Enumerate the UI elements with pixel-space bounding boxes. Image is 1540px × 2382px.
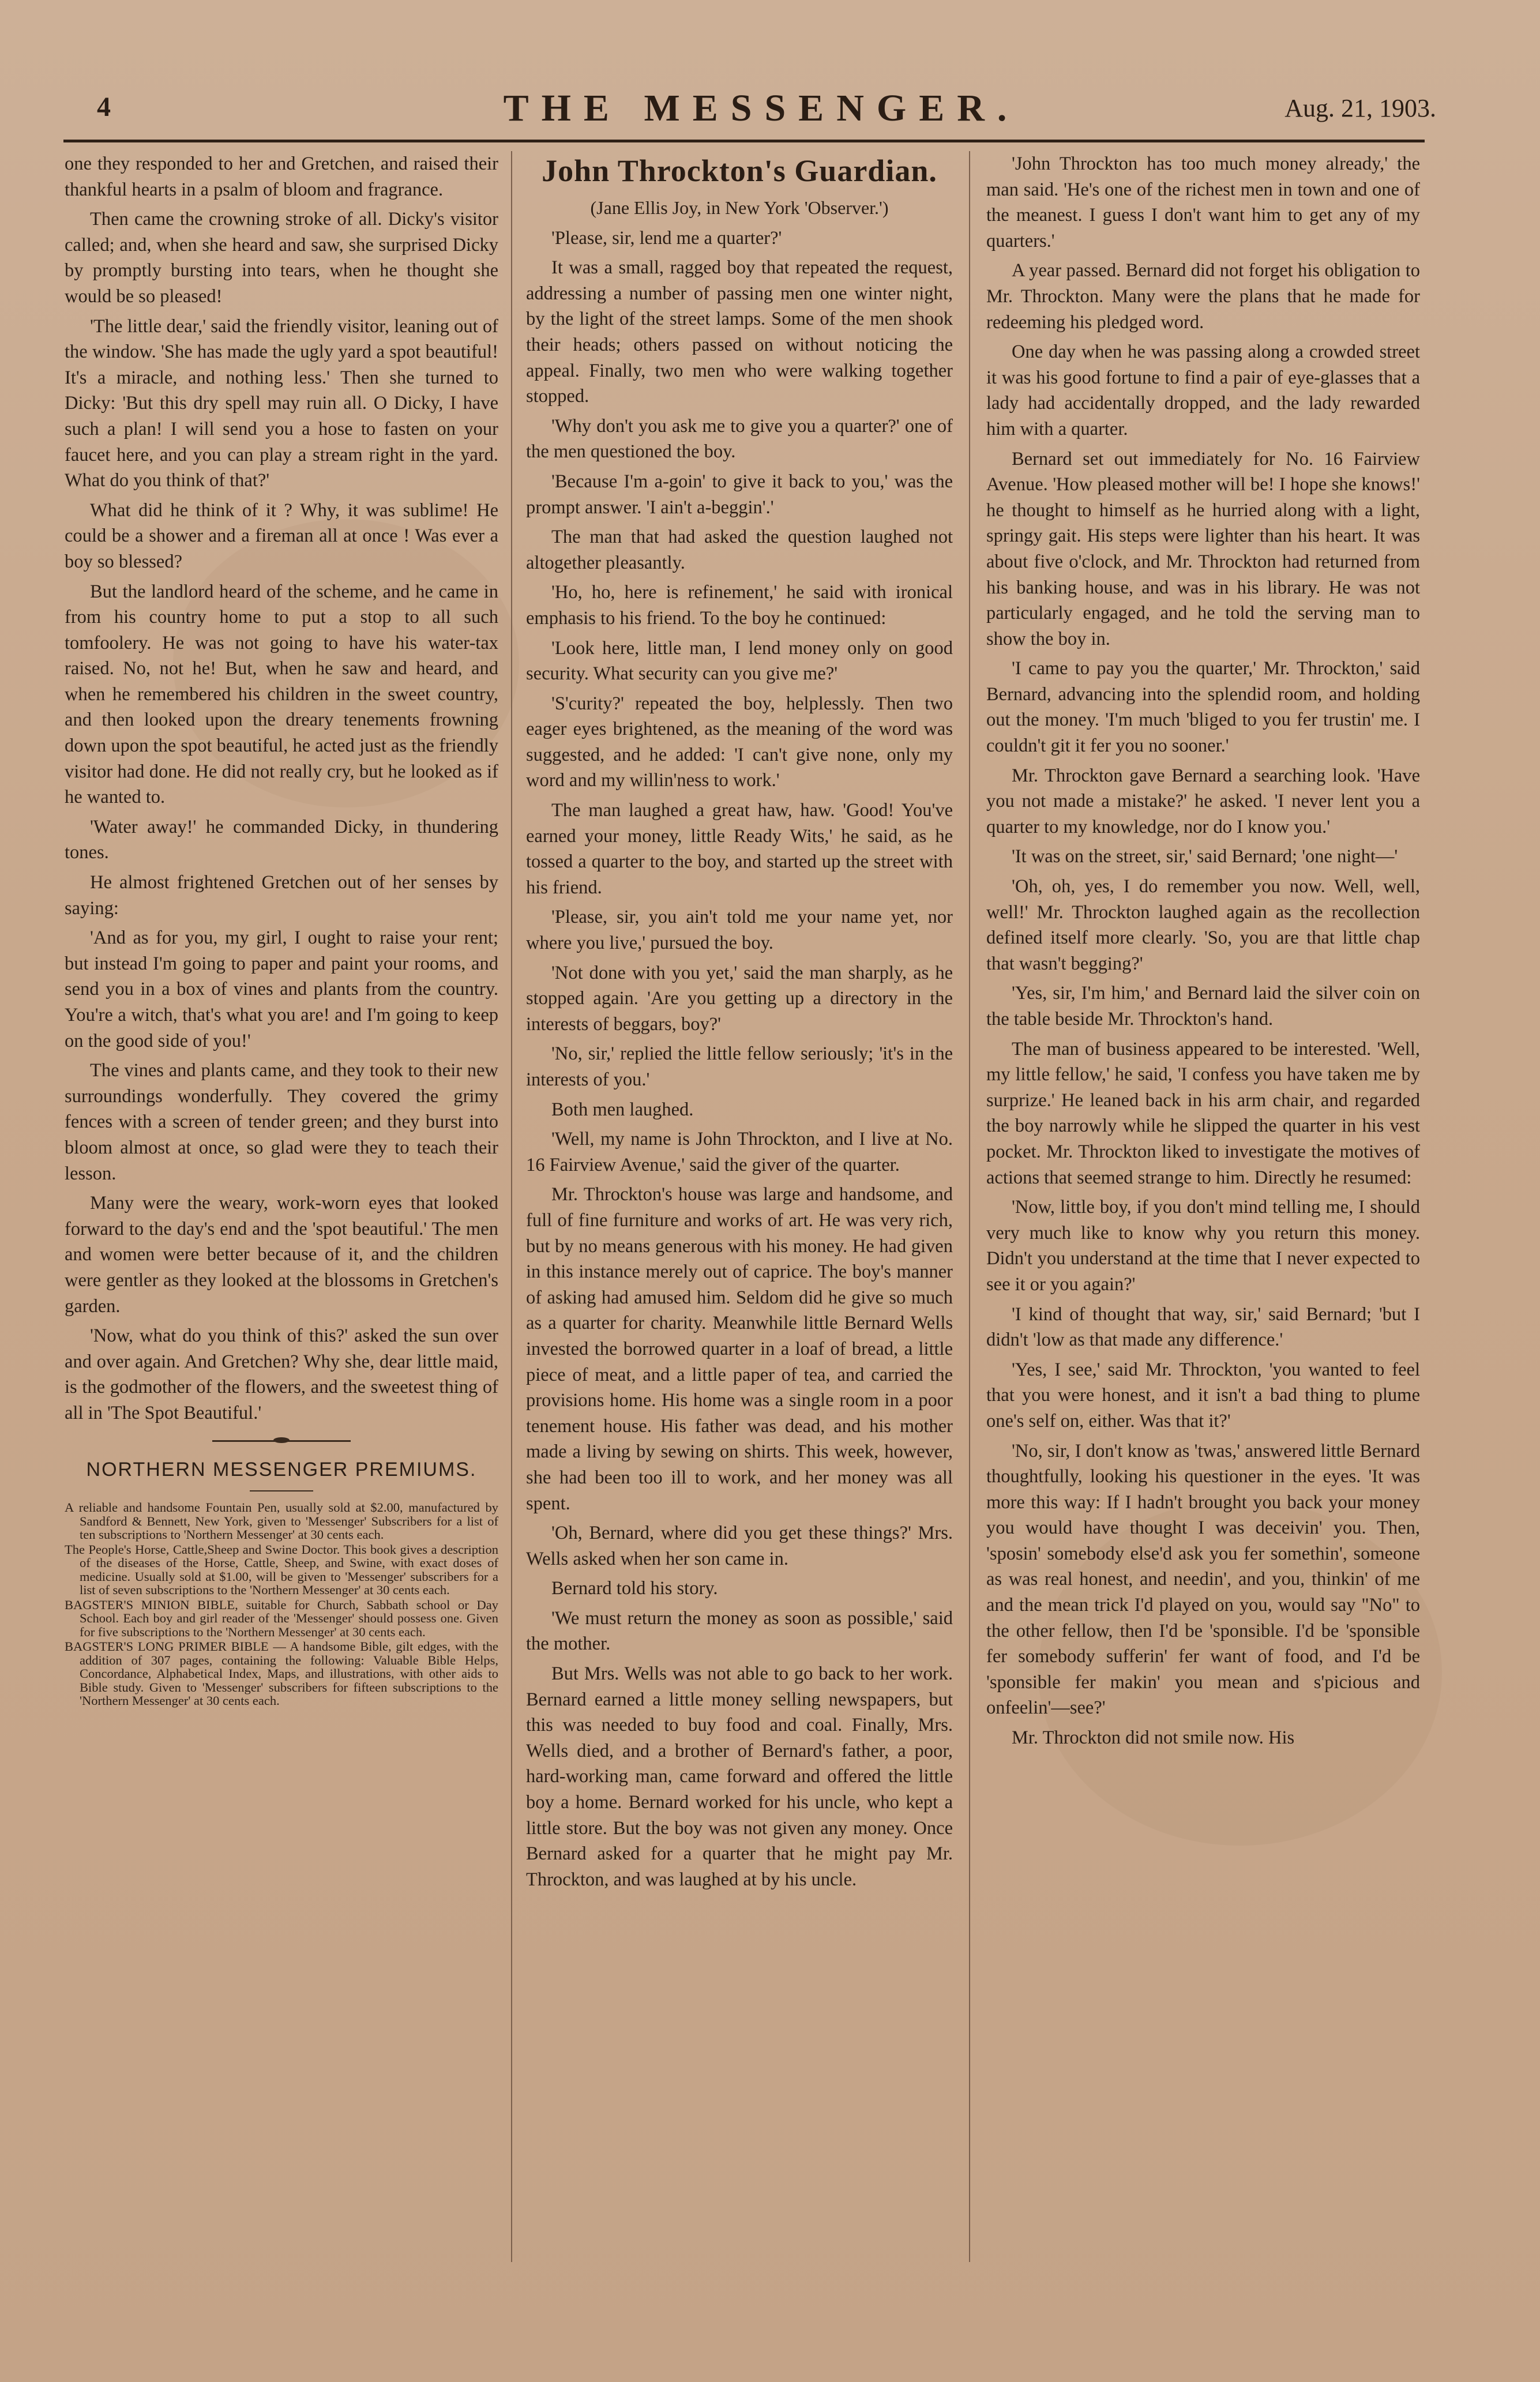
paragraph: 'Yes, I see,' said Mr. Throckton, 'you wanted to feel that you were honest, and it isn't a bad thing to plume one's self on, either. Was that it?' <box>986 1359 1420 1432</box>
paragraph: 'No, sir,' replied the little fellow seriously; 'it's in the interests of you.' <box>526 1043 953 1090</box>
paragraph: 'Yes, sir, I'm him,' and Bernard laid the silver coin on the table beside Mr. Throckton's hand. <box>986 983 1420 1030</box>
paragraph: 'Look here, little man, I lend money only on good security. What security can you give me?' <box>526 637 953 685</box>
paragraph: 'It was on the street, sir,' said Bernard; 'one night—' <box>1012 846 1398 867</box>
paragraph: 'Oh, oh, yes, I do remember you now. Well, well, well!' Mr. Throckton laughed again as the recollection defined itself more clearly. 'So, you are that little chap that wasn't begging?' <box>986 876 1420 974</box>
paragraph: One day when he was passing along a crowded street it was his good fortune to find a pair of eye-glasses that a lady had accidentally dropped, and the lady rewarded him with a quarter. <box>986 341 1420 439</box>
paragraph: 'I kind of thought that way, sir,' said Bernard; 'but I didn't 'low as that made any difference.' <box>986 1303 1420 1351</box>
paragraph: Both men laughed. <box>551 1099 694 1120</box>
paragraph: 'S'curity?' repeated the boy, helplessly. Then two eager eyes brightened, as the meaning of the word was suggested, and he added: 'I can't give none, only my word and my willin'ness to work.' <box>526 693 953 791</box>
paragraph: 'The little dear,' said the friendly visitor, leaning out of the window. 'She has made the ugly yard a spot beautiful! It's a miracle, and nothing less.' Then she turned to Dicky: 'But this dry spell may ruin all. O Dicky, I have such a plan! I will send you a hose to fasten on your faucet here, and you can play a stream right in the yard. What do you think of that?' <box>65 315 498 491</box>
masthead: THE MESSENGER. <box>503 87 1020 129</box>
page-number: 4 <box>97 92 111 122</box>
paragraph: Bernard set out immediately for No. 16 Fairview Avenue. 'How pleased mother will be! I hope she knows!' he thought to himself as he hurried along with a light, springy gait. His steps were lighter than his heart. It was about five o'clock, and Mr. Throckton had returned from his banking house, and was in his library. He was not particularly engaged, and he told the serving man to show the boy in. <box>986 448 1420 649</box>
paragraph: 'Oh, Bernard, where did you get these things?' Mrs. Wells asked when her son came in. <box>526 1523 953 1569</box>
column-divider <box>969 151 970 2262</box>
paragraph: 'Ho, ho, here is refinement,' he said with ironical emphasis to his friend. To the boy he continued: <box>526 582 953 629</box>
column-right <box>986 151 1420 2285</box>
premiums-list <box>65 1501 498 1708</box>
paragraph: Many were the weary, work-worn eyes that looked forward to the day's end and the 'spot beautiful.' The men and women were better because of it, and the children were gentler as they looked at the blossoms in Gretchen's garden. <box>65 1193 498 1317</box>
paragraph: But Mrs. Wells was not able to go back to her work. Bernard earned a little money selling newspapers, but this was needed to buy food and coal. Finally, Mrs. Wells died, and a brother of Bernard's father, a poor, hard-working man, came forward and offered the little boy a home. Bernard worked for his uncle, who kept a little store. But the boy was not given any money. Once Bernard asked for a quarter that he might pay Mr. Throckton, and was laughed at by his uncle. <box>526 1663 953 1890</box>
heading-rule <box>250 1490 313 1491</box>
paragraph: 'Because I'm a-goin' to give it back to you,' was the prompt answer. 'I ain't a-beggin'.' <box>526 471 953 518</box>
paragraph: 'Please, sir, lend me a quarter?' <box>551 227 782 249</box>
paragraph: one they responded to her and Gretchen, and raised their thankful hearts in a psalm of bloom and fragrance. <box>65 153 498 200</box>
column-middle <box>526 151 953 2285</box>
paragraph: The man laughed a great haw, haw. 'Good! You've earned your money, little Ready Wits,' he said, as he tossed a quarter to the boy, and started up the street with his friend. <box>526 800 953 898</box>
section-divider <box>212 1440 351 1442</box>
paragraph: 'No, sir, I don't know as 'twas,' answered little Bernard thoughtfully, looking his questioner in the eyes. 'It was more this way: If I hadn't brought you back your money you would have thought I was deceivin' you. Then, 'sposin' somebody else'd ask you fer somethin', someone as was real honest, and needin', and you, thinkin' of me and the mean trick I'd played on you, would say "No" to the other fellow, then I'd be 'sponsible. I'd be 'sponsible fer somebody sufferin' fer want of food, and I'd be 'sponsible fer makin' you mean and s'picious and onfeelin'—see?' <box>986 1440 1420 1719</box>
paragraph: 'Please, sir, you ain't told me your name yet, nor where you live,' pursued the boy. <box>526 907 953 954</box>
paragraph: Then came the crowning stroke of all. Dicky's visitor called; and, when she heard and saw, she surprised Dicky by promptly bursting into tears, when he thought she would be so pleased! <box>65 209 498 307</box>
paragraph: The vines and plants came, and they took to their new surroundings wonderfully. They covered the grimy fences with a screen of tender green; and they burst into bloom almost at once, so glad were they to teach their lesson. <box>65 1060 498 1184</box>
paragraph: 'We must return the money as soon as possible,' said the mother. <box>526 1607 953 1655</box>
paragraph: 'Water away!' he commanded Dicky, in thundering tones. <box>65 816 498 863</box>
paragraph: 'John Throckton has too much money already,' the man said. 'He's one of the richest men in town and one of the meanest. I guess I don't want him to get any of my quarters.' <box>986 153 1420 251</box>
paragraph: A year passed. Bernard did not forget his obligation to Mr. Throckton. Many were the plans that he made for redeeming his pledged word. <box>986 260 1420 333</box>
premium-item: BAGSTER'S LONG PRIMER BIBLE — A handsome Bible, gilt edges, with the addition of 307 pages, containing the following: Valuable Bible Helps, Concordance, Alphabetical Index, Maps, and illustrations, with other aids to Bible study. Given to 'Messenger' subscribers for fifteen subscriptions to the 'Northern Messenger' at 30 cents each. <box>65 1639 498 1708</box>
paragraph: The man that had asked the question laughed not altogether pleasantly. <box>526 527 953 573</box>
paragraph: Mr. Throckton did not smile now. His <box>1012 1727 1295 1749</box>
paragraph: Mr. Throckton gave Bernard a searching look. 'Have you not made a mistake?' he asked. 'I never lent you a quarter to my knowledge, nor do I know you.' <box>986 765 1420 837</box>
paragraph: Bernard told his story. <box>551 1578 718 1599</box>
paragraph: 'And as for you, my girl, I ought to raise your rent; but instead I'm going to paper and paint your rooms, and send you in a box of vines and plants from the country. You're a witch, that's what you are! and I'm going to keep on the good side of you!' <box>65 927 498 1051</box>
story-byline: (Jane Ellis Joy, in New York 'Observer.') <box>590 197 889 218</box>
paragraph: He almost frightened Gretchen out of her senses by saying: <box>65 872 498 919</box>
page-header <box>87 87 1436 138</box>
column-left <box>65 151 498 2285</box>
story-title: John Throckton's Guardian. <box>542 153 937 188</box>
premium-item: The People's Horse, Cattle,Sheep and Swine Doctor. This book gives a description of the diseases of the Horse, Cattle, Sheep, and Swine, with exact doses of medicine. Usually sold at $1.00, will be given to 'Messenger' subscribers for a list of seven subscriptions to the 'Northern Messenger' at 30 cents each. <box>65 1542 498 1598</box>
paragraph: It was a small, ragged boy that repeated the request, addressing a number of passing men one winter night, by the light of the street lamps. Some of the men shook their heads; others passed on without noticing the appeal. Finally, two men who were walking together stopped. <box>526 257 953 407</box>
paragraph: The man of business appeared to be interested. 'Well, my little fellow,' he said, 'I confess you have taken me by surprize.' He leaned back in his arm chair, and regarded the boy narrowly while he slipped the quarter in his vest pocket. Mr. Throckton liked to investigate the motives of actions that seemed strange to him. Directly he resumed: <box>986 1038 1420 1188</box>
paragraph: What did he think of it ? Why, it was sublime! He could be a shower and a fireman all at once ! Was ever a boy so blessed? <box>65 499 498 572</box>
paragraph: 'Now, little boy, if you don't mind telling me, I should very much like to know why you return this money. Didn't you understand at the time that I never expected to see it or you again?' <box>986 1197 1420 1295</box>
paragraph: Mr. Throckton's house was large and handsome, and full of fine furniture and works of art. He was very rich, but by no means generous with his money. He had given in this instance merely out of caprice. The boy's manner of asking had amused him. Seldom did he give so much as a quarter for charity. Meanwhile little Bernard Wells invested the borrowed quarter in a loaf of bread, a little piece of meat, and a little paper of tea, and carried the provisions home. His home was a single room in a poor tenement house. His father was dead, and his mother made a living by sewing on shirts. This week, however, she had been too ill to work, and her money was all spent. <box>526 1184 953 1514</box>
premium-item: A reliable and handsome Fountain Pen, usually sold at $2.00, manufactured by Sandford & Bennett, New York, given to 'Messenger' Subscribers for a list of ten subscriptions to 'Northern Messenger' at 30 cents each. <box>65 1500 498 1542</box>
premium-item: BAGSTER'S MINION BIBLE, suitable for Church, Sabbath school or Day School. Each boy and girl reader of the 'Messenger' should possess one. Given for five subscriptions to the 'Northern Messenger' at 30 cents each. <box>65 1597 498 1639</box>
paragraph: 'Why don't you ask me to give you a quarter?' one of the men questioned the boy. <box>526 415 953 463</box>
header-rule <box>63 140 1425 142</box>
premiums-heading: NORTHERN MESSENGER PREMIUMS. <box>86 1458 477 1481</box>
issue-date: Aug. 21, 1903. <box>1284 94 1436 122</box>
paragraph: But the landlord heard of the scheme, and he came in from his country home to put a stop to all such tomfoolery. He was not going to have his water-tax raised. No, not he! But, when he saw and heard, and when he remembered his children in the sweet country, and then looked upon the dreary tenements frowning down upon the spot beautiful, he acted just as the friendly visitor had done. He did not really cry, but he looked as if he wanted to. <box>65 581 498 808</box>
paragraph: 'Well, my name is John Throckton, and I live at No. 16 Fairview Avenue,' said the giver of the quarter. <box>526 1129 953 1175</box>
paragraph: 'Now, what do you think of this?' asked the sun over and over again. And Gretchen? Why she, dear little maid, is the godmother of the flowers, and the sweetest thing of all in 'The Spot Beautiful.' <box>65 1325 498 1423</box>
paragraph: 'Not done with you yet,' said the man sharply, as he stopped again. 'Are you getting up a directory in the interests of beggars, boy?' <box>526 962 953 1035</box>
column-divider <box>511 151 512 2262</box>
paragraph: 'I came to pay you the quarter,' Mr. Throckton,' said Bernard, advancing into the splendid room, and holding out the money. 'I'm much 'bliged to you fer trustin' me. I couldn't git it fer you no sooner.' <box>986 658 1420 757</box>
